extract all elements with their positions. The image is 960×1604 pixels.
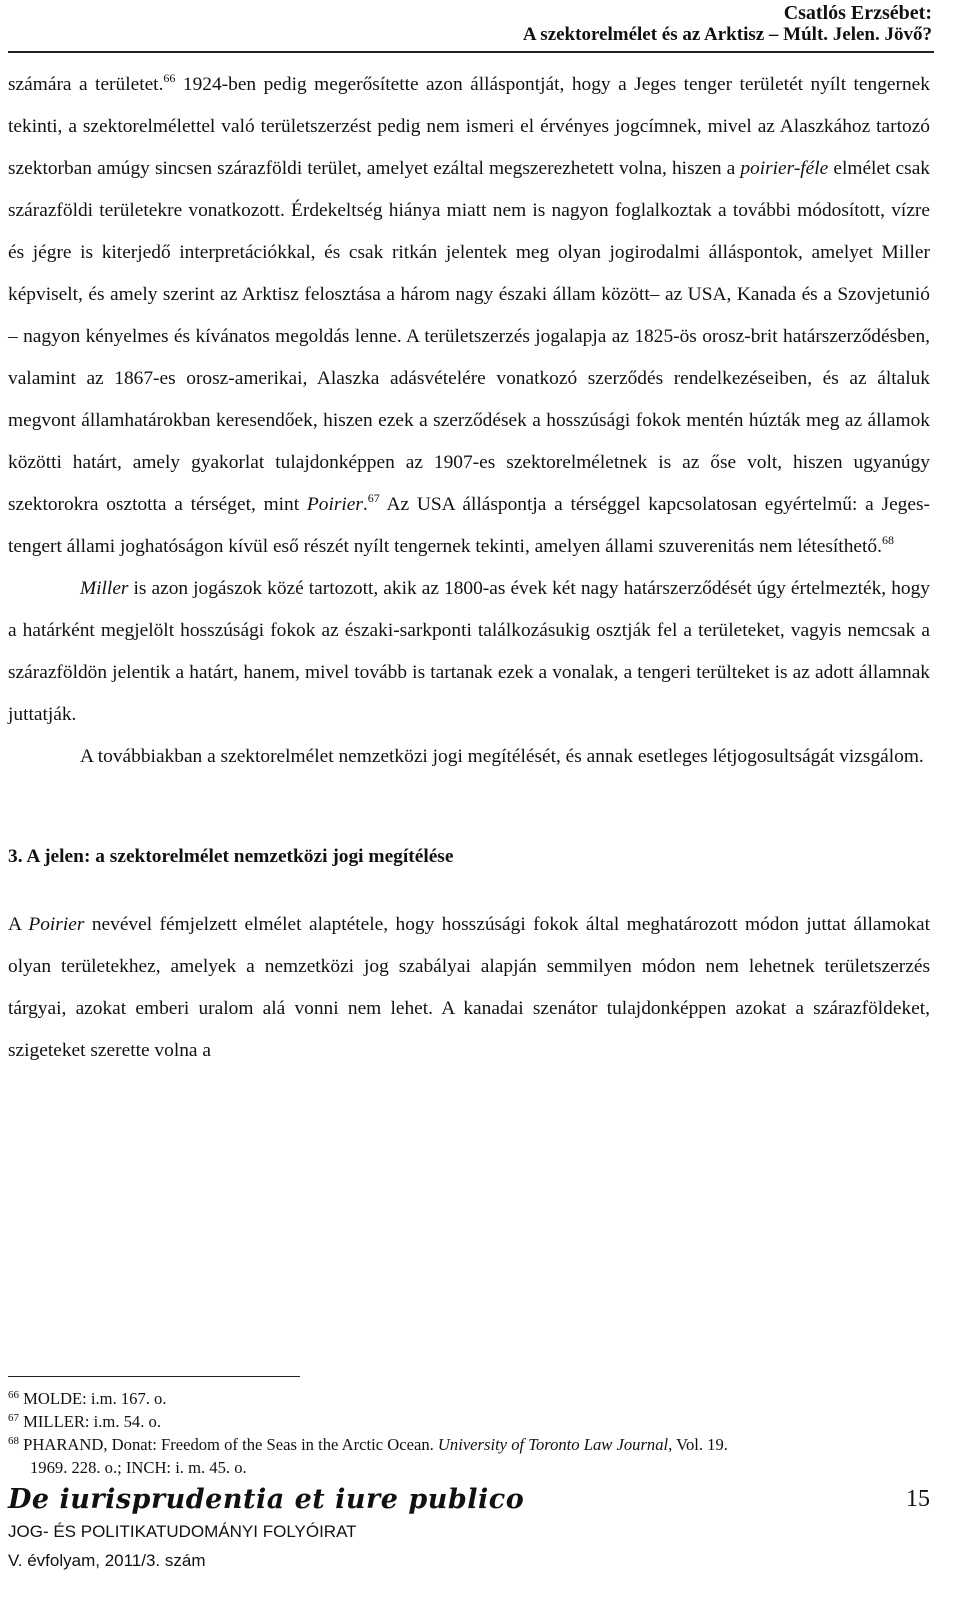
footnote-number: 67 bbox=[8, 1412, 19, 1424]
paragraph-4 bbox=[8, 904, 930, 1072]
header-rule bbox=[8, 51, 934, 53]
section-heading: 3. A jelen: a szektorelmélet nemzetközi jogi megítélése bbox=[8, 846, 454, 867]
text-run: nevével fémjelzett elmélet alaptétele, hogy hosszúsági fokok által meghatározott módon juttat államokat olyan területekhez, amelyek a nemzetközi jog szabályai alapján semmilyen módon nem lehetnek területszerzés tárgyai, azokat emberi uralom alá vonni nem lehet. A kanadai szenátor tulajdonképpen azokat a szárazföldeket, szigeteket szerette volna a bbox=[8, 914, 931, 1061]
journal-name: De iurisprudentia et iure publico bbox=[8, 1484, 525, 1515]
footnote-number: 68 bbox=[8, 1435, 19, 1447]
footnote-68 bbox=[8, 1433, 930, 1479]
text-run: 1924-ben pedig megerősítette azon álláspontját, hogy a Jeges tenger területét nyílt tengernek tekinti, a szektorelmélettel való területszerzést pedig nem ismeri el érvényes jogcímnek, mivel az Alaszkához tartozó szektorban amúgy sincsen szárazföldi terület, amelyet ezáltal megszerezhetett volna, hiszen a bbox=[8, 74, 930, 179]
footnote-number: 66 bbox=[8, 1389, 19, 1401]
footnotes bbox=[8, 1376, 930, 1479]
paragraph-2 bbox=[8, 568, 930, 736]
text-run: számára a területet. bbox=[8, 74, 164, 95]
footnote-text: PHARAND, Donat: Freedom of the Seas in the Arctic Ocean. bbox=[23, 1435, 438, 1454]
footnote-ref-66[interactable]: 66 bbox=[163, 71, 176, 85]
text-run-italic: Poirier bbox=[28, 914, 85, 935]
footnote-text: MILLER: i.m. 54. o. bbox=[23, 1412, 161, 1431]
text-run: elmélet csak szárazföldi területekre vonatkozott. Érdekeltség hiánya miatt nem is nagyon foglalkoztak a további módosított, vízre és jégre is kiterjedő interpretációkkal, és csak ritkán jelentek meg olyan jogirodalmi álláspontok, amelyet Miller képviselt, és amely szerint az Arktisz felosztása a három nagy északi állam között– az USA, Kanada és a Szovjetunió – nagyon kényelmes és kívánatos megoldás lenne. A területszerzés jogalapja az 1825-ös orosz-brit határszerződésben, valamint az 1867-es orosz-amerikai, Alaszka adásvételére vonatkozó szerződés rendelkezéseiben, és az általuk megvont államhatárokban keresendőek, hiszen ezek a szerződések a hosszúsági fokok mentén húzták meg az államok közötti határt, amely gyakorlat tulajdonképpen az 1907-es szektorelméletnek is az őse volt, hiszen ugyanúgy szektorokra osztotta a térséget, mint bbox=[8, 158, 930, 515]
page-number: 15 bbox=[906, 1486, 930, 1512]
footnote-67 bbox=[8, 1410, 930, 1433]
text-run: A továbbiakban a szektorelmélet nemzetközi jogi megítélését, és annak esetleges létjogosultságát vizsgálom. bbox=[80, 746, 924, 767]
footnote-text: MOLDE: i.m. 167. o. bbox=[23, 1389, 167, 1408]
text-run-italic: Poirier bbox=[306, 494, 363, 515]
header-title: A szektorelmélet és az Arktisz – Múlt. Jelen. Jövő? bbox=[522, 24, 932, 45]
footnote-ref-67[interactable]: 67 bbox=[367, 491, 380, 505]
journal-subtitle: JOG- ÉS POLITIKATUDOMÁNYI FOLYÓIRAT bbox=[8, 1522, 357, 1541]
footnote-ref-68[interactable]: 68 bbox=[881, 533, 894, 547]
text-run: A bbox=[8, 914, 29, 935]
footnote-rule bbox=[8, 1376, 300, 1377]
text-run-italic: poirier-féle bbox=[740, 158, 829, 179]
text-run: . bbox=[362, 494, 368, 515]
text-run: Az USA álláspontja a térséggel kapcsolatosan egyértelmű: a Jeges-tengert állami joghatóságon kívül eső részét nyílt tengernek tekinti, amelyen állami szuverenitás nem létesíthető. bbox=[8, 494, 930, 557]
footnote-text: 1969. 228. o.; INCH: i. m. 45. o. bbox=[30, 1458, 247, 1477]
journal-volume: V. évfolyam, 2011/3. szám bbox=[8, 1551, 206, 1570]
page-footer bbox=[8, 1484, 930, 1604]
paragraph-1 bbox=[8, 64, 930, 568]
text-run-italic: Miller bbox=[80, 578, 129, 599]
main-text bbox=[8, 64, 930, 1072]
footnote-66 bbox=[8, 1387, 930, 1410]
text-run: is azon jogászok közé tartozott, akik az 1800-as évek két nagy határszerződését úgy értelmezték, hogy a határként megjelölt hosszúsági fokok az északi-sarkponti találkozásukig osztják fel a területeket, vagyis nemcsak a szárazföldön jelentik a határt, hanem, mivel tovább is tartanak ezek a vonalak, a tengeri terülteket is az adott államnak juttatják. bbox=[8, 578, 930, 725]
running-header bbox=[0, 0, 960, 60]
paragraph-3 bbox=[8, 736, 930, 778]
header-author: Csatlós Erzsébet: bbox=[783, 2, 932, 24]
footnote-text: , Vol. 19. bbox=[668, 1435, 728, 1454]
footnote-journal: University of Toronto Law Journal bbox=[437, 1435, 669, 1454]
